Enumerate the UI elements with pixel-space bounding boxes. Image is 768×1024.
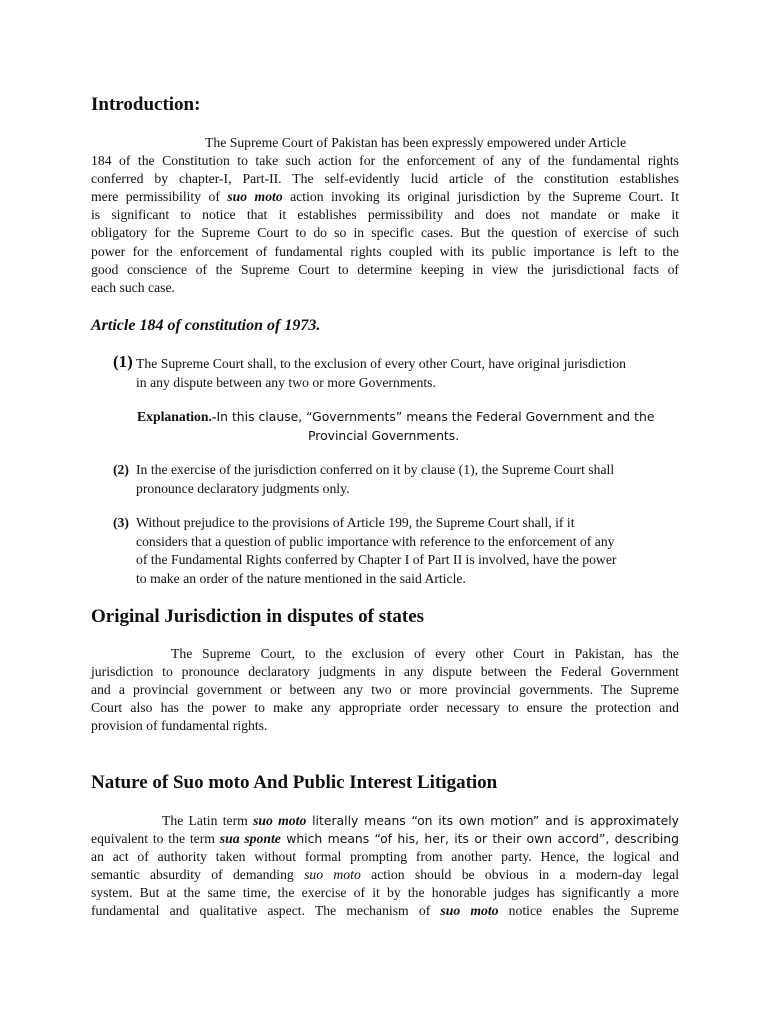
explanation: Explanation.-In this clause, “Governments” means the Federal Government and the Provincial Governments. (137, 409, 655, 443)
term-suo-moto: suo moto (304, 867, 361, 883)
article-184-heading: Article 184 of constitution of 1973. (91, 317, 321, 334)
term-suo-moto: suo moto (227, 189, 283, 205)
introduction-heading: Introduction: (91, 94, 201, 115)
clause-number: (1) (113, 352, 133, 371)
clause-number: (3) (113, 515, 129, 530)
original-jurisdiction-paragraph: The Supreme Court, to the exclusion of every other Court in Pakistan, has the jurisdiction to pronounce declaratory judgments in any dispute between the Federal Government and a provincial government or between any two or more provincial governments. The Supreme Court also has the power to make any appropriate order necessary to ensure the protection and provision of fundamental rights. (91, 646, 679, 734)
clause-number: (2) (113, 462, 129, 477)
introduction-paragraph: The Supreme Court of Pakistan has been expressly empowered under Article 184 of the Constitution to take such action for the enforcement of any of the fundamental rights conferred by chapter-I, Part-II. The self-evidently lucid article of the constitution establishes mere permissibility of suo moto action invoking its original jurisdiction by the Supreme Court. It is significant to notice that it establishes permissibility and does not mandate or make it obligatory for the Supreme Court to do so in specific cases. But the question of exercise of such power for the enforcement of fundamental rights coupled with its public importance is left to the good conscience of the Supreme Court to determine keeping in view the jurisdictional facts of each such case. (91, 135, 680, 295)
term-sua-sponte: sua sponte (219, 831, 281, 847)
explanation-label: Explanation.- (137, 409, 217, 424)
term-suo-moto: suo moto (253, 813, 307, 828)
nature-paragraph: The Latin term suo moto literally means “on its own motion” and is approximately equivalent to the term sua sponte which means “of his, her, its or their own accord”, describing an act of authority taken without formal prompting from another party. Hence, the logical and semantic absurdity of demanding suo moto action should be obvious in a modern-day legal system. But at the same time, the exercise of it by the honorable judges has significantly a more fundamental and qualitative aspect. The mechanism of suo moto notice enables the Supreme (91, 813, 680, 919)
original-jurisdiction-heading: Original Jurisdiction in disputes of states (91, 606, 425, 627)
nature-of-suo-moto-heading: Nature of Suo moto And Public Interest Litigation (91, 772, 498, 793)
term-suo-moto: suo moto (440, 903, 499, 919)
